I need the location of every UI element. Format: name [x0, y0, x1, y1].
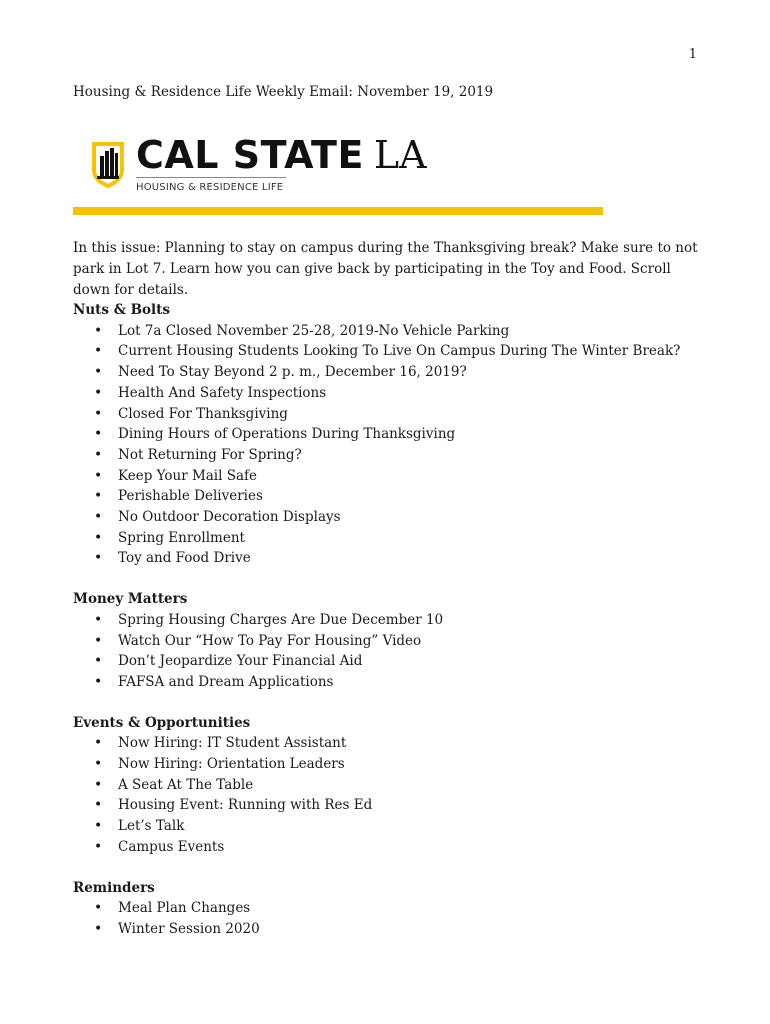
list-item: • Toy and Food Drive: [73, 548, 703, 569]
item-list: [73, 321, 703, 569]
list-item: • Lot 7a Closed November 25-28, 2019-No Vehicle Parking: [73, 321, 703, 342]
item-list: [73, 610, 703, 693]
item-list: [73, 898, 703, 939]
section-heading: Nuts & Bolts: [73, 302, 170, 318]
list-item: • Perishable Deliveries: [73, 486, 703, 507]
section-heading: Money Matters: [73, 591, 188, 608]
golden-eagle-shield-icon: [90, 140, 126, 188]
list-item: • Housing Event: Running with Res Ed: [73, 795, 703, 816]
list-item: • Need To Stay Beyond 2 p. m., December 16, 2019?: [73, 362, 703, 383]
item-list: [73, 733, 703, 857]
section-events-and-opportunities: [73, 713, 703, 858]
logo-wordmark-cal-state: CAL STATE: [136, 133, 364, 177]
newsletter-sections: [73, 300, 703, 960]
section-heading: Events & Opportunities: [73, 714, 251, 731]
section-nuts-and-bolts: [73, 300, 703, 569]
list-item: • Campus Events: [73, 837, 703, 858]
list-item: • Now Hiring: IT Student Assistant: [73, 733, 703, 754]
list-item: • Current Housing Students Looking To Live On Campus During The Winter Break?: [73, 341, 703, 362]
list-item: • No Outdoor Decoration Displays: [73, 507, 703, 528]
list-item: • Meal Plan Changes: [73, 898, 703, 919]
document-title: Housing & Residence Life Weekly Email: November 19, 2019: [73, 84, 494, 100]
page-number: 1: [688, 47, 697, 62]
list-item: • Keep Your Mail Safe: [73, 466, 703, 487]
list-item: • Let’s Talk: [73, 816, 703, 837]
list-item: • Dining Hours of Operations During Thanksgiving: [73, 424, 703, 445]
list-item: • Closed For Thanksgiving: [73, 404, 703, 425]
logo-accent-bar: [73, 207, 603, 215]
list-item: • Spring Housing Charges Are Due December 10: [73, 610, 703, 631]
logo-subtitle: HOUSING & RESIDENCE LIFE: [136, 177, 286, 193]
intro-paragraph: In this issue: Planning to stay on campus during the Thanksgiving break? Make sure to not park in Lot 7. Learn how you can give back by participating in the Toy and Food. Scroll down for details.: [73, 240, 698, 298]
section-reminders: [73, 878, 703, 940]
list-item: • Not Returning For Spring?: [73, 445, 703, 466]
list-item: • FAFSA and Dream Applications: [73, 672, 703, 693]
list-item: • Winter Session 2020: [73, 919, 703, 940]
logo-wordmark-la: LA: [373, 133, 427, 177]
list-item: • Watch Our “How To Pay For Housing” Video: [73, 631, 703, 652]
list-item: • Don’t Jeopardize Your Financial Aid: [73, 651, 703, 672]
section-heading: Reminders: [73, 879, 155, 896]
list-item: • Health And Safety Inspections: [73, 383, 703, 404]
cal-state-la-logo: [90, 133, 427, 194]
list-item: • A Seat At The Table: [73, 775, 703, 796]
section-money-matters: [73, 589, 703, 693]
list-item: • Spring Enrollment: [73, 528, 703, 549]
list-item: • Now Hiring: Orientation Leaders: [73, 754, 703, 775]
